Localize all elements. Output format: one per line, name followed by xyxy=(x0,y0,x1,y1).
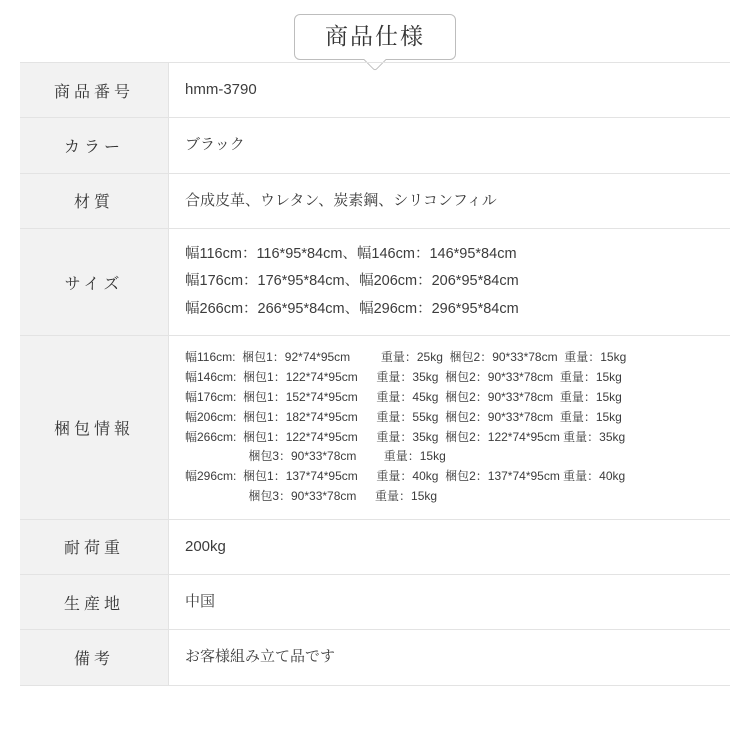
spec-value-line: 幅266cm: 梱包1：122*74*95cm 重量：35kg 梱包2：122*74*95cm 重量：35kg xyxy=(185,429,626,444)
spec-value-line: 幅146cm: 梱包1：122*74*95cm 重量：35kg 梱包2：90*33*78cm 重量：15kg xyxy=(185,370,622,385)
spec-value xyxy=(169,118,731,173)
table-row xyxy=(20,336,730,519)
table-row xyxy=(20,519,730,574)
spec-value-line: 合成皮革、ウレタン、炭素鋼、シリコンフィル xyxy=(185,191,497,209)
spec-label: 梱包情報 xyxy=(20,336,169,519)
spec-value-line: 幅296cm: 梱包1：137*74*95cm 重量：40kg 梱包2：137*74*95cm 重量：40kg xyxy=(185,469,626,484)
spec-value-line: 中国 xyxy=(185,593,216,611)
table-row xyxy=(20,63,730,118)
spec-value-line: 幅176cm: 梱包1：152*74*95cm 重量：45kg 梱包2：90*33*78cm 重量：15kg xyxy=(185,389,622,404)
table-row xyxy=(20,630,730,685)
spec-label: 商品番号 xyxy=(20,63,169,118)
table-row xyxy=(20,575,730,630)
spec-label: 備考 xyxy=(20,630,169,685)
spec-value-line: 幅176cm：176*95*84cm、幅206cm：206*95*84cm xyxy=(185,273,519,290)
spec-value xyxy=(169,630,731,685)
spec-value-line: 梱包3：90*33*78cm 重量：15kg xyxy=(185,449,446,464)
spec-table xyxy=(20,62,730,686)
spec-value xyxy=(169,228,731,336)
page-title: 商品仕様 xyxy=(294,14,456,60)
table-row xyxy=(20,173,730,228)
spec-value-line: 幅116cm：116*95*84cm、幅146cm：146*95*84cm xyxy=(185,245,517,262)
spec-value-line: 幅206cm: 梱包1：182*74*95cm 重量：55kg 梱包2：90*33*78cm 重量：15kg xyxy=(185,409,622,424)
spec-value xyxy=(169,519,731,574)
spec-value-line: ブラック xyxy=(185,136,245,154)
spec-label: サイズ xyxy=(20,228,169,336)
title-container xyxy=(0,14,750,60)
table-row xyxy=(20,118,730,173)
spec-label: カラー xyxy=(20,118,169,173)
spec-value xyxy=(169,575,731,630)
spec-value-line: 幅266cm：266*95*84cm、幅296cm：296*95*84cm xyxy=(185,300,519,317)
spec-value-line: hmm-3790 xyxy=(185,81,257,98)
spec-value xyxy=(169,336,731,519)
spec-value-line: お客様組み立て品です xyxy=(185,648,336,666)
spec-table-body xyxy=(20,63,730,686)
spec-value-line: 梱包3：90*33*78cm 重量：15kg xyxy=(185,488,438,503)
spec-label: 生産地 xyxy=(20,575,169,630)
table-row xyxy=(20,228,730,336)
spec-value xyxy=(169,173,731,228)
spec-label: 材質 xyxy=(20,173,169,228)
spec-value xyxy=(169,63,731,118)
spec-label: 耐荷重 xyxy=(20,519,169,574)
spec-value-line: 200kg xyxy=(185,537,226,555)
spec-value-line: 幅116cm: 梱包1：92*74*95cm 重量：25kg 梱包2：90*33*78cm 重量：15kg xyxy=(185,350,627,365)
